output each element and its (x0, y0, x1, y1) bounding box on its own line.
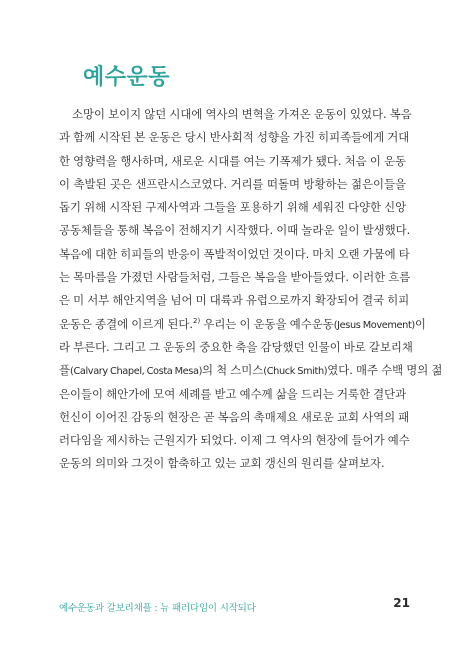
text-line (59, 452, 406, 475)
text-line (59, 126, 410, 149)
text-line (59, 219, 411, 242)
footnote-marker: 2) (193, 316, 201, 325)
text-line (59, 336, 413, 359)
text-run: 은 미 서부 해안지역을 넘어 미 대륙과 유럽으로까지 확장되어 결국 히피 (59, 293, 410, 308)
text-run: 이 (414, 316, 426, 331)
text-run: 의 척 스미스 (202, 363, 264, 378)
text-line (59, 406, 410, 429)
text-line (59, 383, 406, 406)
text-line (59, 289, 410, 312)
text-line (59, 196, 406, 219)
text-line (59, 429, 410, 452)
section-heading: 예수운동 (83, 65, 171, 90)
text-run: 러다임을 제시하는 근원지가 되었다. 이제 그 역사의 현장에 들어가 예수 (59, 433, 410, 448)
text-run: 소망이 보이지 않던 시대에 역사의 변혁을 가져온 운동이 있었다. 복음 (72, 107, 412, 121)
text-run: 돕기 위해 시작된 구제사역과 그들을 포용하기 위해 세워진 다양한 신앙 (59, 200, 407, 215)
text-run: 과 함께 시작된 본 운동은 당시 반사회적 성향을 가진 히피족들에게 거대 (59, 130, 410, 145)
text-line (59, 150, 406, 173)
text-line (59, 266, 411, 289)
text-run: (Chuck Smith) (263, 366, 328, 378)
text-run: 운동은 종결에 이르게 된다. (59, 316, 194, 331)
text-line (59, 313, 426, 336)
text-run: 복음에 대한 히피들의 반응이 폭발적이었던 것이다. 마치 오랜 가뭄에 타 (59, 246, 410, 261)
text-run: 공동체들을 통해 복음이 전해지기 시작했다. 이때 놀라운 일이 발생했다. (59, 223, 411, 238)
text-run: (Calvary Chapel, Costa Mesa) (70, 366, 203, 378)
text-line (59, 359, 443, 382)
body-paragraph (59, 103, 443, 476)
text-run: 이 촉발된 곳은 샌프란시스코였다. 거리를 떠돌며 방황하는 젊은이들을 (59, 176, 406, 191)
text-run: 플 (59, 363, 71, 378)
text-run: (Jesus Movement) (333, 319, 415, 331)
text-run: 헌신이 이어진 감동의 현장은 곧 복음의 촉매제요 새로운 교회 사역의 패 (59, 409, 410, 424)
text-line (59, 243, 410, 266)
text-run: 였다. 매주 수백 명의 젊 (327, 363, 443, 378)
page-number: 21 (393, 596, 410, 610)
text-run: 한 영향력을 행사하며, 새로운 시대를 여는 기폭제가 됐다. 처음 이 운동 (59, 153, 406, 168)
text-run: 은이들이 해안가에 모여 세례를 받고 예수께 삶을 드리는 거룩한 결단과 (59, 386, 407, 401)
text-run: 우리는 이 운동을 예수운동 (200, 316, 334, 331)
text-run: 는 목마름을 가졌던 사람들처럼, 그들은 복음을 받아들였다. 이러한 흐름 (59, 270, 411, 285)
text-line (59, 103, 412, 126)
text-line (59, 173, 406, 196)
running-footer-title: 예수운동과 갈보리채플 : 뉴 패러다임이 시작되다 (59, 603, 256, 614)
text-run: 라 부른다. 그리고 그 운동의 중요한 축을 감당했던 인물이 바로 갈보리채 (59, 339, 413, 354)
text-run: 운동의 의미와 그것이 함축하고 있는 교회 갱신의 원리를 살펴보자. (59, 456, 385, 471)
